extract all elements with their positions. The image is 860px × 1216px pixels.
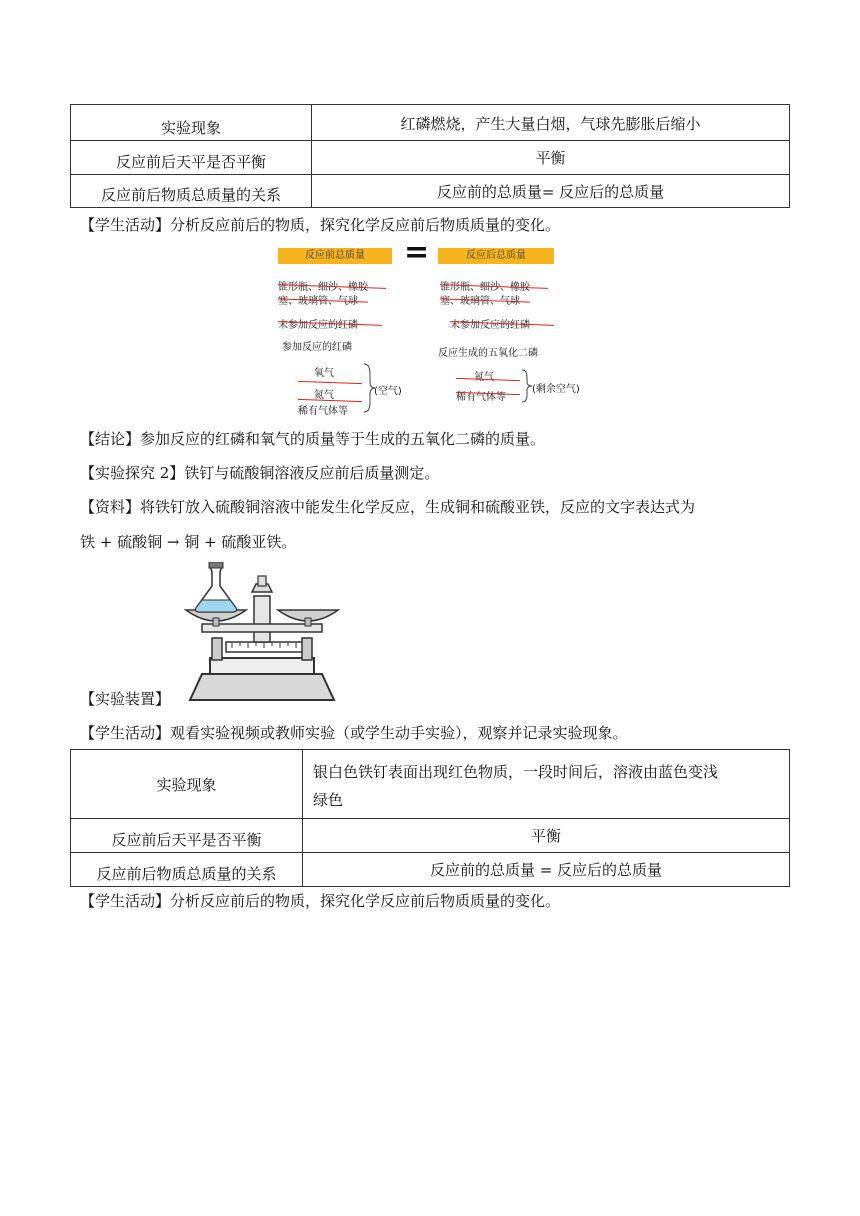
table-cell-label: 反应前后天平是否平衡 [71, 141, 312, 175]
left-nitrogen: 氮气 [314, 390, 334, 401]
left-reacted-phosphorus: 参加反应的红磷 [282, 342, 352, 353]
left-oxygen: 氧气 [314, 368, 334, 379]
paragraph-word-equation: 铁 + 硫酸铜 → 铜 + 硫酸亚铁。 [80, 533, 297, 551]
table-row [71, 853, 790, 887]
balance-scale-image [182, 562, 342, 704]
right-nitrogen: 氮气 [474, 372, 494, 383]
left-unreacted-phosphorus: 未参加反应的红磷 [278, 320, 358, 331]
equals-sign: = [404, 235, 430, 270]
left-air-label: (空气) [374, 386, 402, 397]
tag-after-total: 反应后总质量 [438, 248, 554, 264]
table-cell-label: 反应前后物质总质量的关系 [71, 175, 312, 208]
table-cell-value: 反应前的总质量 = 反应后的总质量 [303, 853, 790, 887]
table-cell-text: 绿色 [313, 791, 344, 809]
table-row [71, 750, 790, 819]
right-noble-gas: 稀有气体等 [456, 392, 506, 403]
tag-before-total: 反应前总质量 [278, 248, 392, 264]
paragraph-material: 【资料】将铁钉放入硫酸铜溶液中能发生化学反应，生成铜和硫酸亚铁，反应的文字表达式为 [80, 498, 696, 516]
table-cell-value [303, 750, 790, 819]
table-cell-value: 反应前的总质量= 反应后的总质量 [312, 175, 790, 208]
paragraph-student-activity-3: 【学生活动】分析反应前后的物质，探究化学反应前后物质质量的变化。 [80, 892, 561, 910]
right-product: 反应生成的五氧化二磷 [438, 348, 538, 359]
table-cell-label: 实验现象 [71, 750, 303, 819]
left-noble-gas: 稀有气体等 [298, 406, 348, 417]
table-cell-text: 银白色铁钉表面出现红色物质，一段时间后，溶液由蓝色变浅 [313, 763, 719, 781]
table-row [71, 105, 790, 141]
mass-comparison-diagram [270, 235, 600, 420]
right-air-label: (剩余空气) [532, 384, 580, 395]
table-cell-label: 反应前后物质总质量的关系 [71, 853, 303, 887]
paragraph-student-activity: 【学生活动】分析反应前后的物质，探究化学反应前后物质质量的变化。 [80, 216, 561, 234]
table-experiment-2 [70, 749, 790, 887]
left-item-line1: 锥形瓶、细沙、橡胶 [278, 282, 368, 293]
table-row [71, 819, 790, 853]
table-cell-label: 反应前后天平是否平衡 [71, 819, 303, 853]
table-cell-value: 平衡 [312, 141, 790, 175]
table-cell-value: 红磷燃烧，产生大量白烟，气球先膨胀后缩小 [312, 105, 790, 141]
paragraph-student-activity-2: 【学生活动】观看实验视频或教师实验（或学生动手实验），观察并记录实验现象。 [80, 724, 628, 742]
paragraph-experiment-2: 【实验探究 2】铁钉与硫酸铜溶液反应前后质量测定。 [80, 464, 440, 482]
table-cell-value: 平衡 [303, 819, 790, 853]
right-unreacted-phosphorus: 未参加反应的红磷 [450, 320, 530, 331]
left-item-line2: 塞、玻璃管、气球 [278, 296, 358, 307]
strike-line [298, 381, 362, 384]
right-item-line2: 塞、玻璃管、气球 [440, 296, 520, 307]
right-item-line1: 锥形瓶、细沙、橡胶 [440, 282, 530, 293]
paragraph-conclusion: 【结论】参加反应的红磷和氧气的质量等于生成的五氧化二磷的质量。 [80, 430, 546, 448]
table-row [71, 141, 790, 175]
paragraph-apparatus: 【实验装置】 [80, 690, 171, 708]
table-row [71, 175, 790, 208]
table-experiment-1 [70, 104, 790, 208]
table-cell-label: 实验现象 [71, 105, 312, 141]
